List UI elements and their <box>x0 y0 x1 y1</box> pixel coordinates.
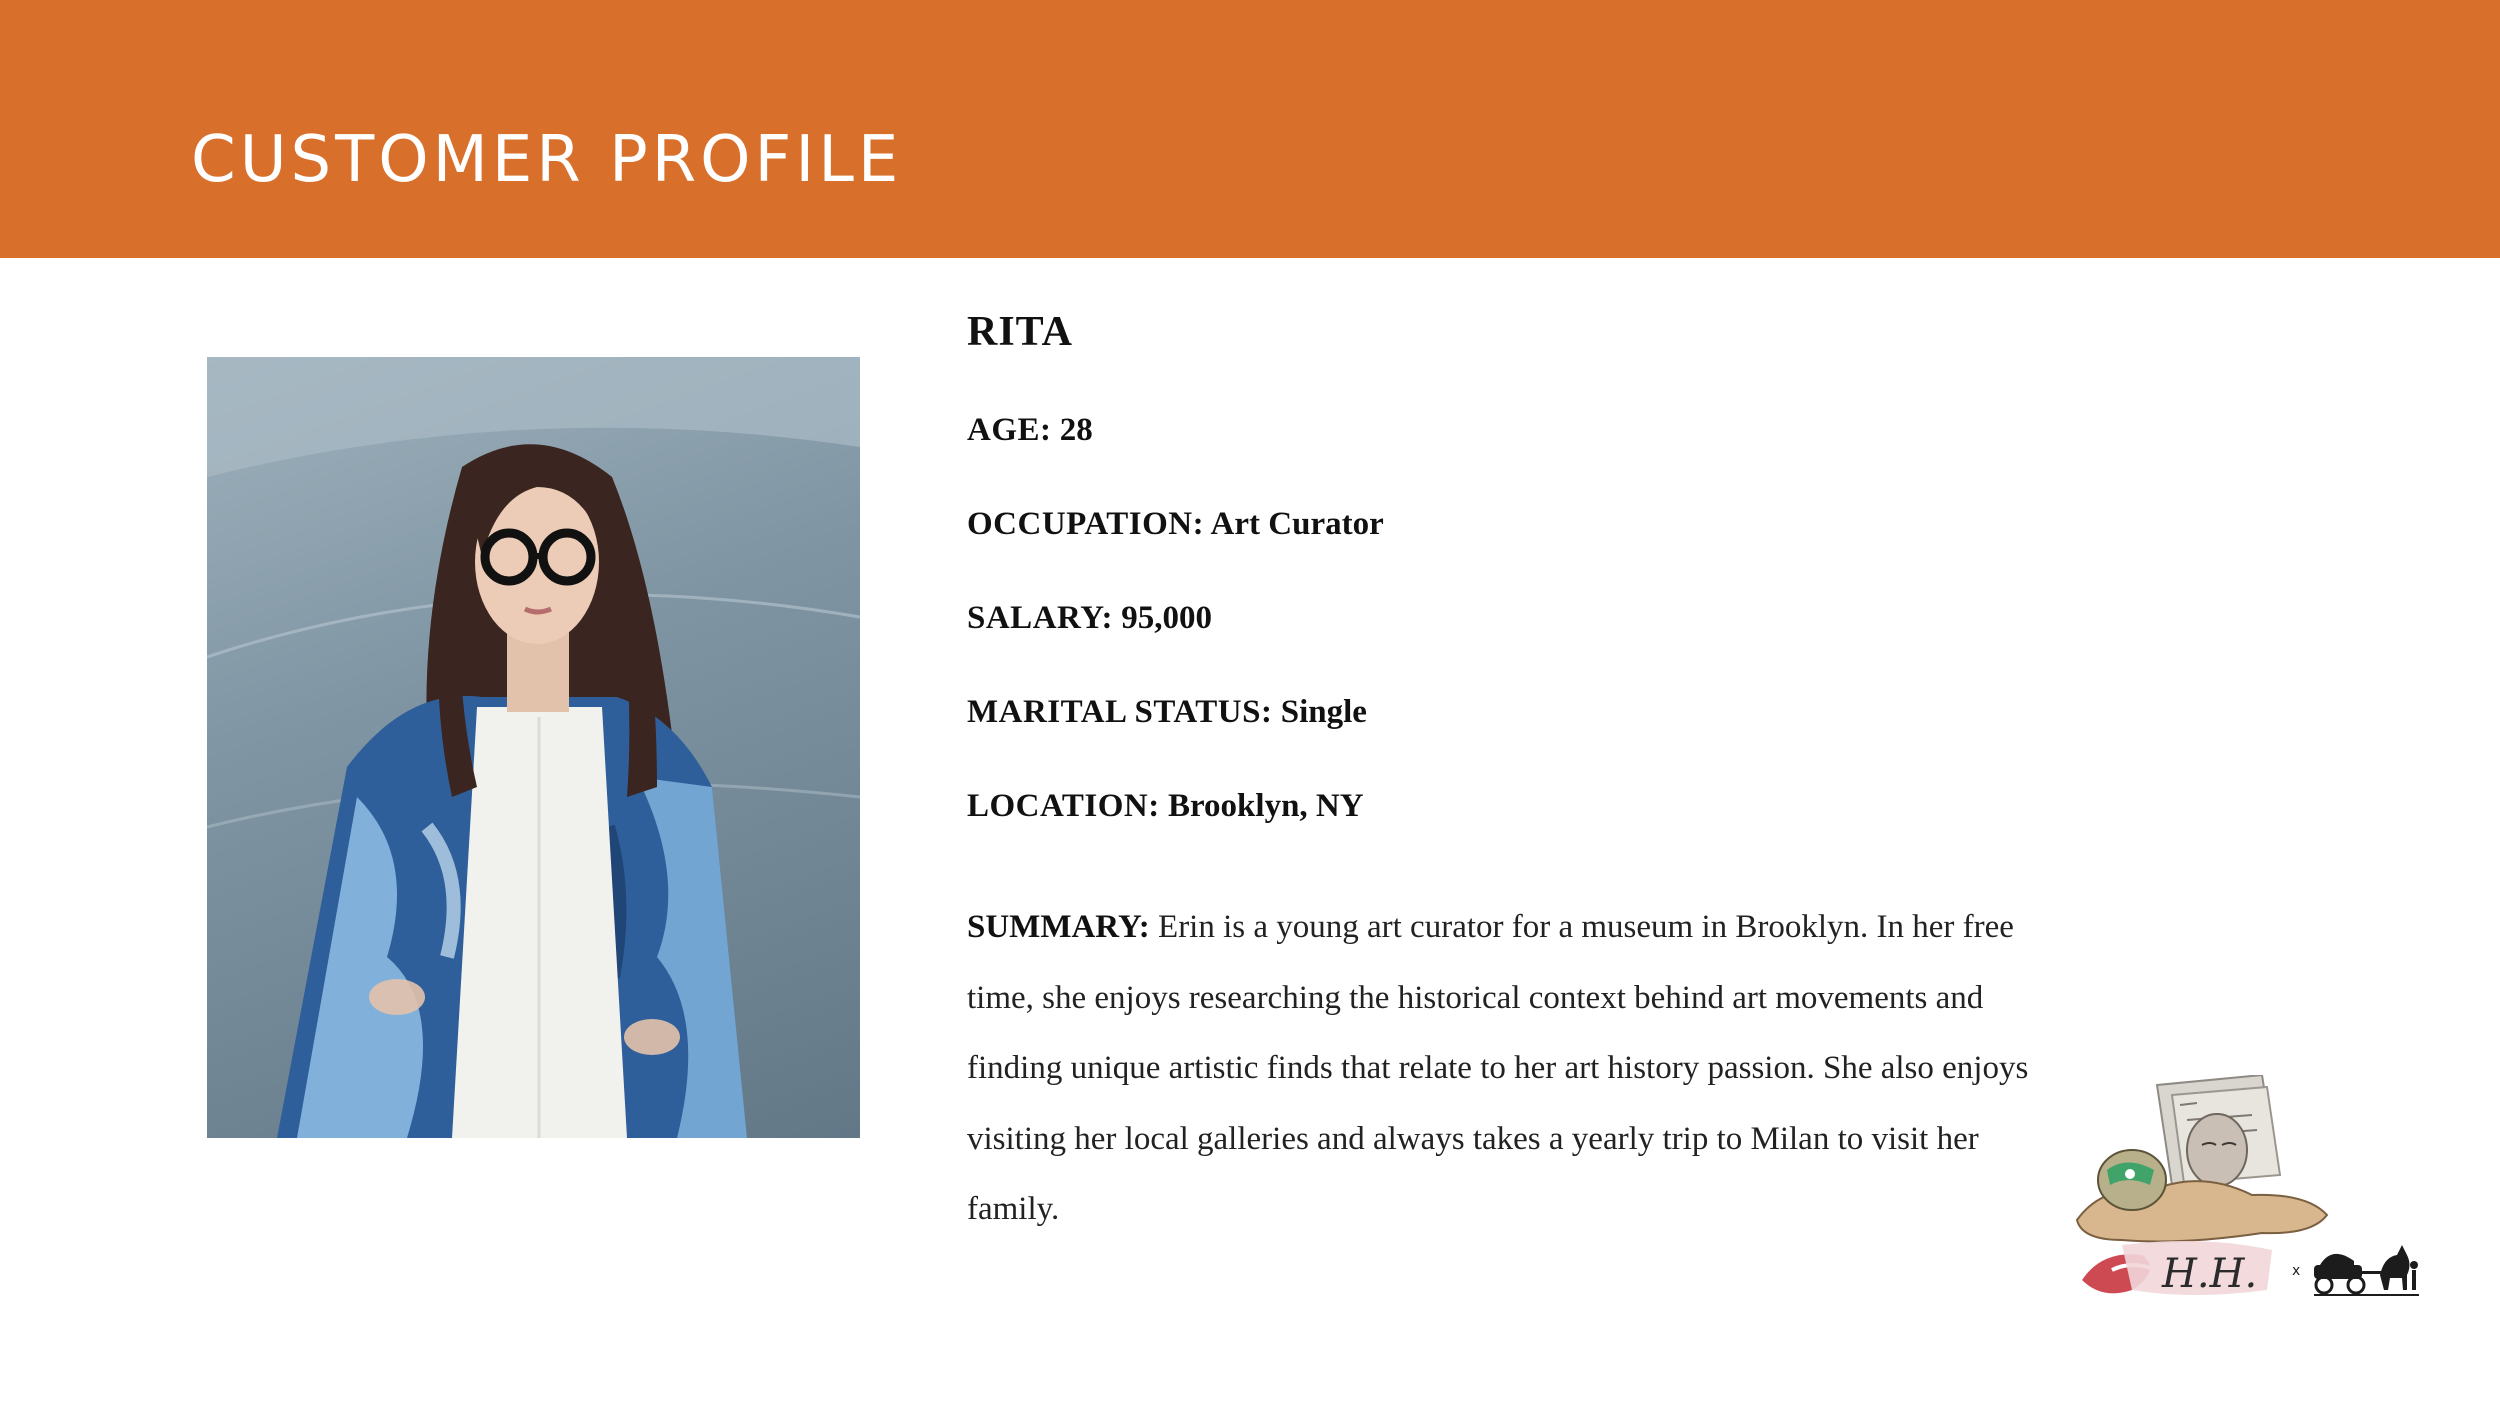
field-label: AGE: <box>967 412 1052 448</box>
brand-collage-logo <box>2062 1075 2424 1315</box>
summary-text: Erin is a young art curator for a museum in Brooklyn. In her free time, she enjoys researching the historical context behind art movements and finding unique artistic finds that relate to her art history passion. She also enjoys visiting her local galleries and always takes a yearly trip to Milan to visit her family. <box>967 909 2029 1227</box>
carriage-horse-icon <box>2314 1245 2418 1293</box>
header-band <box>0 0 2500 258</box>
summary-label: SUMMARY: <box>967 909 1150 945</box>
page-title: CUSTOMER PROFILE <box>191 123 903 197</box>
field-label: SALARY: <box>967 600 1113 636</box>
initials-mark: H.H. <box>2162 1251 2258 1297</box>
profile-name: RITA <box>967 309 1073 355</box>
field-age <box>967 412 1093 449</box>
collage-illustration <box>2062 1075 2424 1315</box>
field-value: 95,000 <box>1121 600 1212 636</box>
field-value: Brooklyn, NY <box>1168 788 1364 824</box>
profile-photo <box>207 357 860 1138</box>
field-location <box>967 788 1364 825</box>
field-value: Art Curator <box>1210 506 1384 542</box>
portrait-illustration <box>207 357 860 1138</box>
profile-summary <box>967 892 2047 1245</box>
field-occupation <box>967 506 1384 543</box>
field-label: MARITAL STATUS: <box>967 694 1273 730</box>
field-value: 28 <box>1059 412 1093 448</box>
field-salary <box>967 600 1212 637</box>
field-marital-status <box>967 694 1367 731</box>
field-value: Single <box>1280 694 1367 730</box>
separator-mark: x <box>2292 1263 2301 1279</box>
field-label: OCCUPATION: <box>967 506 1205 542</box>
field-label: LOCATION: <box>967 788 1160 824</box>
